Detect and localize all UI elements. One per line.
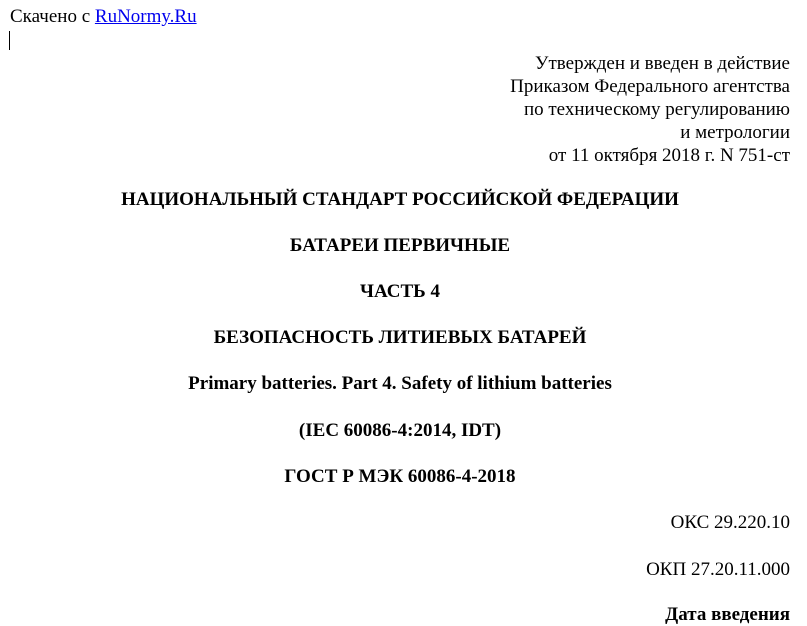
iec-reference: (IEC 60086-4:2014, IDT) xyxy=(298,420,502,441)
approval-line: и метрологии xyxy=(680,122,790,143)
approval-line: Приказом Федерального агентства xyxy=(510,76,790,97)
oks-code: ОКС 29.220.10 xyxy=(670,512,790,533)
approval-line: по техническому регулированию xyxy=(523,99,790,120)
intro-date-label: Дата введения xyxy=(665,604,790,625)
text-cursor xyxy=(9,31,10,50)
gost-designation: ГОСТ Р МЭК 60086-4-2018 xyxy=(284,466,516,487)
okp-code: ОКП 27.20.11.000 xyxy=(646,559,790,580)
approval-line: Утвержден и введен в действие xyxy=(535,53,790,74)
standard-type-heading: НАЦИОНАЛЬНЫЙ СТАНДАРТ РОССИЙСКОЙ ФЕДЕРАЦИИ xyxy=(121,189,679,210)
standard-part-heading: ЧАСТЬ 4 xyxy=(360,281,440,302)
downloaded-prefix: Скачено с xyxy=(10,6,91,27)
standard-subject-heading: БЕЗОПАСНОСТЬ ЛИТИЕВЫХ БАТАРЕЙ xyxy=(213,327,587,348)
standard-name-heading: БАТАРЕИ ПЕРВИЧНЫЕ xyxy=(289,235,511,256)
approval-line: от 11 октября 2018 г. N 751-ст xyxy=(548,145,790,166)
approval-block xyxy=(510,52,790,167)
downloaded-from-line xyxy=(10,6,197,28)
runormy-link[interactable]: RuNormy.Ru xyxy=(94,6,197,27)
english-title: Primary batteries. Part 4. Safety of lithium batteries xyxy=(188,373,612,394)
